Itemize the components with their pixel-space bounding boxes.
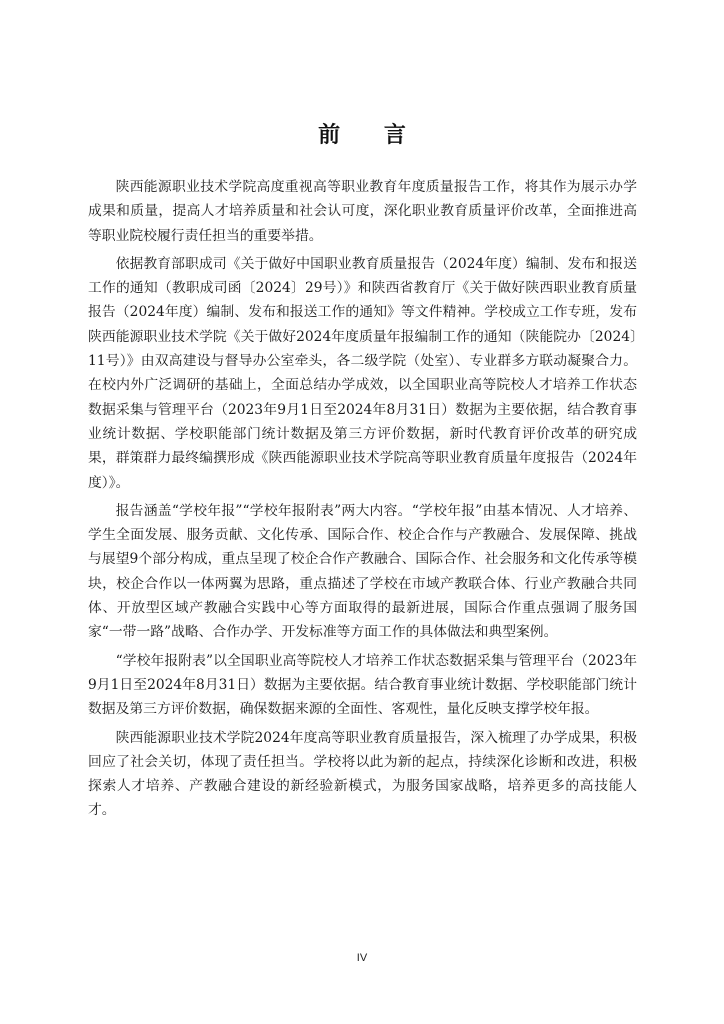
paragraph-3: 报告涵盖“学校年报”“学校年报附表”两大内容。“学校年报”由基本情况、人才培养、学生全面发展、服务贡献、文化传承、国际合作、校企合作与产教融合、发展保障、挑战与展望9个部分构成，重点呈现了校企合作产教融合、国际合作、社会服务和文化传承等模块，校企合作以一体两翼为思路，重点描述了学校在市域产教联合体、行业产教融合共同体、开放型区域产教融合实践中心等方面取得的最新进展，国际合作重点强调了服务国家“一带一路”战略、合作办学、开发标准等方面工作的具体做法和典型案例。 [88,502,637,641]
paragraph-2: 依据教育部职成司《关于做好中国职业教育质量报告（2024年度）编制、发布和报送工作的通知（教职成司函〔2024〕29号）》和陕西省教育厅《关于做好陕西职业教育质量报告（2024年度）编制、发布和报送工作的通知》等文件精神。学校成立工作专班，发布陕西能源职业技术学院《关于做好2024年度质量年报编制工作的通知（陕能院办〔2024〕11号）》由双高建设与督导办公室牵头，各二级学院（处室）、专业群多方联动凝聚合力。在校内外广泛调研的基础上，全面总结办学成效，以全国职业高等院校人才培养工作状态数据采集与管理平台（2023年9月1日至2024年8月31日）数据为主要依据，结合教育事业统计数据、学校职能部门统计数据及第三方评价数据，新时代教育评价改革的研究成果，群策群力最终编撰形成《陕西能源职业技术学院高等职业教育质量年度报告（2024年度）》。 [88,255,637,491]
preface-body [88,175,637,827]
paragraph-1: 陕西能源职业技术学院高度重视高等职业教育年度质量报告工作，将其作为展示办学成果和质量，提高人才培养质量和社会认可度，深化职业教育质量评价改革，全面推进高等职业院校履行责任担当的重要举措。 [88,179,637,244]
page-number: IV [356,952,368,964]
page-title: 前 言 [318,122,424,148]
paragraph-4: “学校年报附表”以全国职业高等院校人才培养工作状态数据采集与管理平台（2023年9月1日至2024年8月31日）数据为主要依据。结合教育事业统计数据、学校职能部门统计数据及第三方评价数据，确保数据来源的全面性、客观性，量化反映支撑学校年报。 [88,652,637,718]
paragraph-5: 陕西能源职业技术学院2024年度高等职业教育质量报告，深入梳理了办学成果，积极回应了社会关切，体现了责任担当。学校将以此为新的起点，持续深化诊断和改进，积极探索人才培养、产教融合建设的新经验新模式，为服务国家战略，培养更多的高技能人才。 [88,729,637,819]
